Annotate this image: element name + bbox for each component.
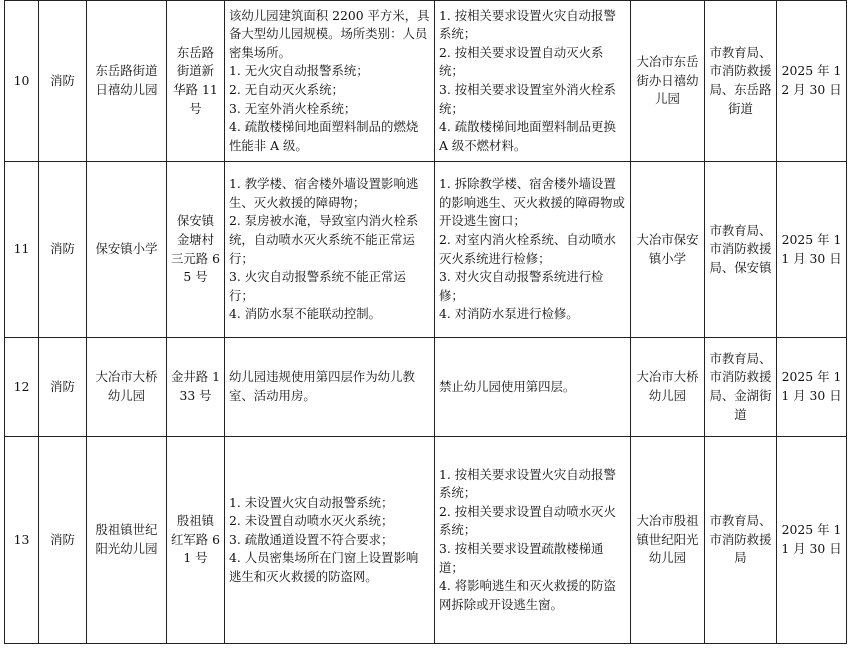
table-row	[5, 338, 847, 437]
issue-line: 该幼儿园建筑面积 2200 平方米，具备大型幼儿园规模。场所类别：人员密集场所。	[229, 7, 430, 60]
issue-line: 3. 火灾自动报警系统不能正常运行；	[229, 269, 406, 303]
row-name: 保安镇小学	[87, 162, 167, 338]
row-issues	[225, 437, 435, 644]
measure-line: 禁止幼儿园使用第四层。	[439, 378, 576, 394]
row-category: 消防	[39, 437, 87, 644]
measure-line: 3. 对火灾自动报警系统进行检修；	[439, 269, 604, 303]
row-name: 殷祖镇世纪阳光幼儿园	[87, 437, 167, 644]
row-deadline: 2025 年 11 月 30 日	[777, 162, 847, 338]
row-number: 10	[5, 1, 39, 162]
issue-line: 3. 疏散通道设置不符合要求；	[229, 531, 394, 547]
row-category: 消防	[39, 162, 87, 338]
row-category: 消防	[39, 338, 87, 437]
row-issues	[225, 1, 435, 162]
row-measures	[435, 1, 631, 162]
row-responsible: 大冶市东岳街办日禧幼儿园	[631, 1, 705, 162]
issue-line: 2. 未设置自动喷水灭火系统；	[229, 513, 394, 529]
measure-line: 2. 按相关要求设置自动灭火系统；	[439, 44, 604, 79]
row-deadline: 2025 年 12 月 30 日	[777, 1, 847, 162]
row-address: 金井路 133 号	[167, 338, 225, 437]
row-measures	[435, 437, 631, 644]
issue-line: 2. 无自动灭火系统；	[229, 82, 344, 97]
row-address: 保安镇金塘村三元路 65 号	[167, 162, 225, 338]
row-issues	[225, 162, 435, 338]
issue-line: 1. 教学楼、宿舍楼外墙设置影响逃生、灭火救援的障碍物；	[229, 176, 419, 210]
row-supervisors: 市教育局、市消防救援局、保安镇	[705, 162, 777, 338]
table-row	[5, 437, 847, 644]
row-number: 13	[5, 437, 39, 644]
measure-line: 2. 按相关要求设置自动喷水灭火系统；	[439, 503, 616, 538]
row-number: 11	[5, 162, 39, 338]
measure-line: 4. 将影响逃生和灭火救援的防盗网拆除或开设逃生窗。	[439, 578, 616, 612]
row-supervisors: 市教育局、市消防救援局、金湖街道	[705, 338, 777, 437]
row-address: 东岳路街道新华路 11 号	[167, 1, 225, 162]
table-row	[5, 1, 847, 162]
issue-line: 4. 消防水泵不能联动控制。	[229, 306, 382, 322]
measure-line: 1. 拆除教学楼、宿舍楼外墙设置的影响逃生、灭火救援的障碍物或开设逃生窗口；	[439, 176, 625, 229]
row-name: 大冶市大桥幼儿园	[87, 338, 167, 437]
issue-line: 4. 疏散楼梯间地面塑料制品的燃烧性能非 A 级。	[229, 119, 419, 153]
row-address: 殷祖镇红军路 61 号	[167, 437, 225, 644]
issue-line: 1. 未设置火灾自动报警系统；	[229, 494, 394, 510]
issue-line: 1. 无火灾自动报警系统；	[229, 63, 369, 79]
row-deadline: 2025 年 11 月 30 日	[777, 437, 847, 644]
row-responsible: 大冶市殷祖镇世纪阳光幼儿园	[631, 437, 705, 644]
hazard-rectification-table	[4, 0, 847, 644]
row-supervisors: 市教育局、市消防救援局	[705, 437, 777, 644]
issue-line: 2. 泵房被水淹，导致室内消火栓系统，自动喷水灭火系统不能正常运行；	[229, 213, 419, 266]
measure-line: 3. 按相关要求设置疏散楼梯通道；	[439, 541, 604, 575]
measure-line: 2. 对室内消火栓系统、自动喷水灭火系统进行检修；	[439, 231, 616, 266]
row-measures	[435, 162, 631, 338]
row-number: 12	[5, 338, 39, 437]
issue-line: 幼儿园违规使用第四层作为幼儿教室、活动用房。	[229, 369, 415, 403]
measure-line: 3. 按相关要求设置室外消火栓系统；	[439, 82, 616, 116]
row-deadline: 2025 年 11 月 30 日	[777, 338, 847, 437]
row-responsible: 大冶市大桥幼儿园	[631, 338, 705, 437]
table-row	[5, 162, 847, 338]
row-name: 东岳路街道日禧幼儿园	[87, 1, 167, 162]
issue-line: 4. 人员密集场所在门窗上设置影响逃生和灭火救援的防盗网。	[229, 550, 419, 584]
measure-line: 1. 按相关要求设置火灾自动报警系统；	[439, 7, 616, 42]
row-issues	[225, 338, 435, 437]
measure-line: 4. 疏散楼梯间地面塑料制品更换 A 级不燃材料。	[439, 119, 616, 153]
measure-line: 4. 对消防水泵进行检修。	[439, 306, 579, 322]
row-measures	[435, 338, 631, 437]
issue-line: 3. 无室外消火栓系统；	[229, 100, 357, 116]
row-responsible: 大冶市保安镇小学	[631, 162, 705, 338]
row-category: 消防	[39, 1, 87, 162]
measure-line: 1. 按相关要求设置火灾自动报警系统；	[439, 466, 616, 501]
row-supervisors: 市教育局、市消防救援局、东岳路街道	[705, 1, 777, 162]
